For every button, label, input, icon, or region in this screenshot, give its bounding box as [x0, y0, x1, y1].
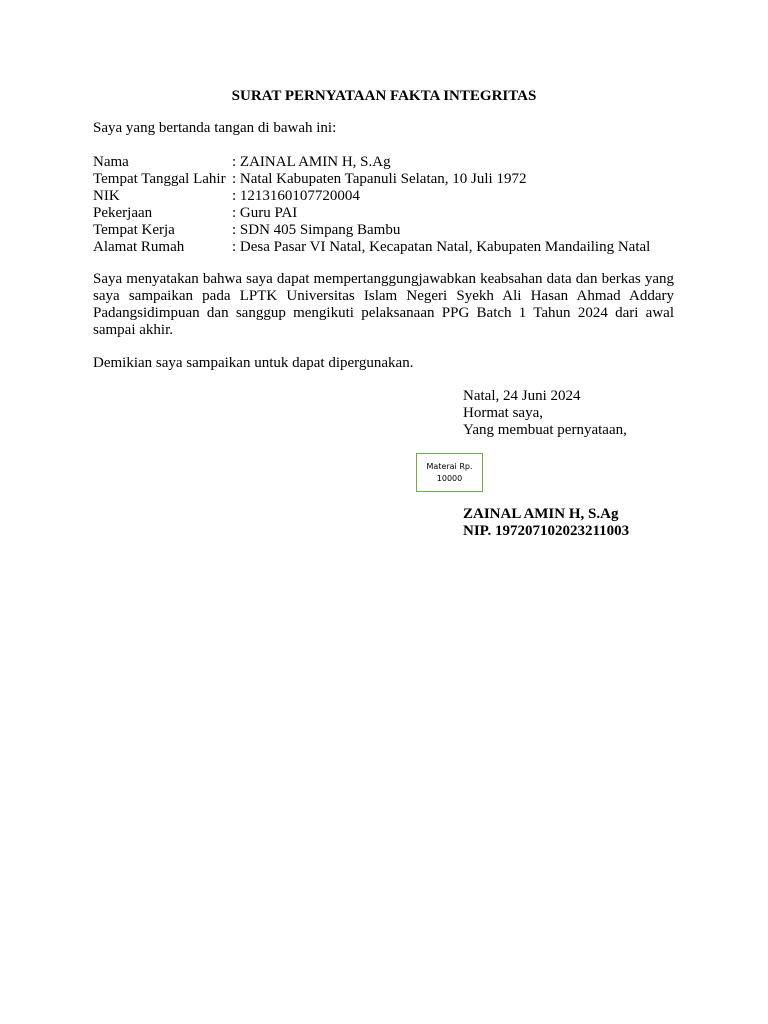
field-label: Tempat Tanggal Lahir	[93, 171, 226, 187]
field-alamat	[93, 239, 650, 256]
closing-text: Demikian saya sampaikan untuk dapat dipergunakan.	[93, 355, 414, 371]
field-value: : Guru PAI	[232, 205, 298, 221]
stamp-line-1: Materai Rp.	[426, 461, 473, 471]
stamp-line-2: 10000	[436, 473, 463, 483]
regards: Hormat saya,	[463, 405, 543, 421]
field-value: : SDN 405 Simpang Bambu	[232, 222, 401, 238]
signer-nip: NIP. 197207102023211003	[463, 523, 630, 539]
field-label: Pekerjaan	[93, 205, 153, 221]
field-nik	[93, 188, 360, 205]
field-pekerjaan	[93, 205, 297, 222]
field-label: Tempat Kerja	[93, 222, 175, 238]
stamp-box	[416, 453, 483, 492]
field-value: : ZAINAL AMIN H, S.Ag	[232, 154, 391, 170]
field-value: : Desa Pasar VI Natal, Kecapatan Natal, Kabupaten Mandailing Natal	[232, 239, 651, 255]
field-label: Nama	[93, 154, 129, 170]
intro-text: Saya yang bertanda tangan di bawah ini:	[93, 120, 337, 136]
signer-name: ZAINAL AMIN H, S.Ag	[463, 506, 619, 522]
field-tempat-kerja	[93, 222, 400, 239]
statement-paragraph: Saya menyatakan bahwa saya dapat mempertanggungjawabkan keabsahan data dan berkas yang saya sampaikan pada LPTK Universitas Islam Negeri Syekh Ali Hasan Ahmad Addary Padangsidimpuan dan sanggup mengikuti pelaksanaan PPG Batch 1 Tahun 2024 dari awal sampai akhir.	[93, 271, 674, 338]
field-ttl	[93, 171, 526, 188]
field-value: : Natal Kabupaten Tapanuli Selatan, 10 Juli 1972	[232, 171, 527, 187]
signer-role: Yang membuat pernyataan,	[463, 422, 627, 438]
field-label: NIK	[93, 188, 120, 204]
document-title: SURAT PERNYATAAN FAKTA INTEGRITAS	[231, 88, 537, 104]
field-label: Alamat Rumah	[93, 239, 185, 255]
place-date: Natal, 24 Juni 2024	[463, 388, 581, 404]
field-nama	[93, 154, 391, 171]
field-value: : 1213160107720004	[232, 188, 360, 204]
